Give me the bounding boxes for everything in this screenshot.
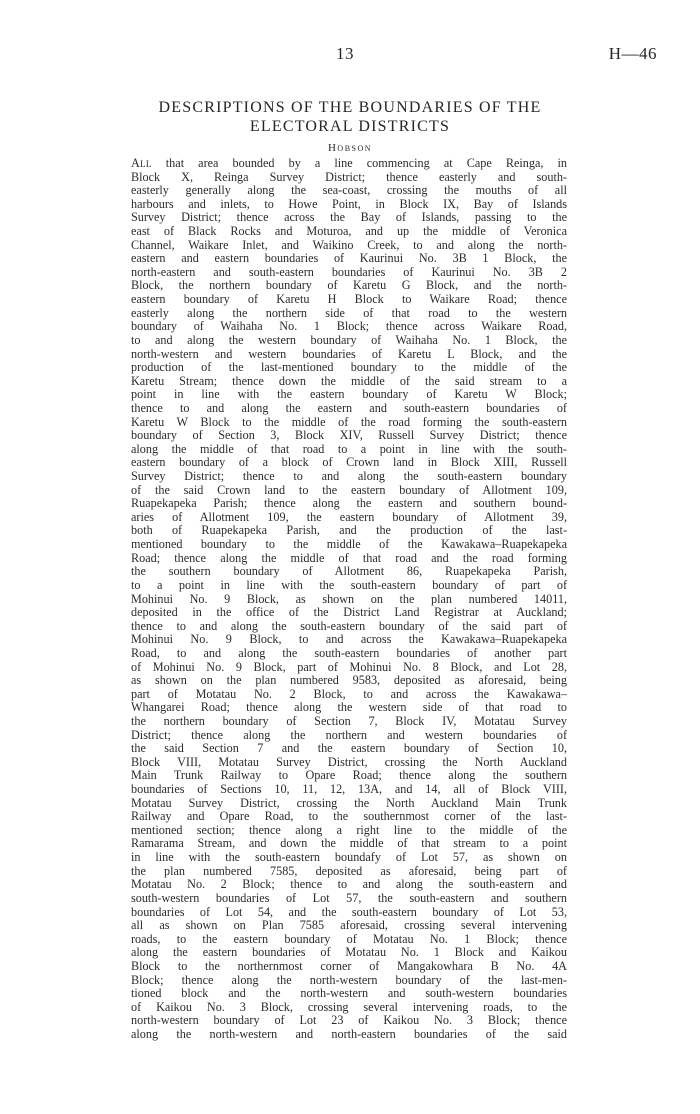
body-line-text: eastern and eastern boundaries of Kaurinui No. 3B 1 Block, the (131, 251, 567, 266)
body-line-text: along the north-western and north-eastern boundaries of the said (131, 1027, 567, 1041)
body-line (131, 307, 567, 321)
body-line-text: in line with the south-eastern boundafy of Lot 57, as shown on (131, 850, 567, 865)
body-line (131, 960, 567, 974)
body-line-text: boundaries of Lot 54, and the south-eastern boundary of Lot 53, (131, 904, 567, 919)
body-line-text: north-western boundary of Lot 23 of Kaikou No. 3 Block; thence (131, 1013, 567, 1028)
body-line-text: Survey District; thence to and along the south-eastern boundary (131, 469, 567, 484)
body-line (131, 865, 567, 879)
body-line-text: east of Black Rocks and Moturoa, and up the middle of Veronica (131, 224, 567, 239)
body-line-text: of Mohinui No. 9 Block, part of Mohinui No. 8 Block, and Lot 28, (131, 659, 567, 674)
body-line-text: Karetu W Block to the middle of the road forming the south-eastern (131, 414, 567, 429)
body-line-text: Karetu Stream; thence down the middle of the said stream to a (131, 373, 567, 388)
body-line-text: easterly along the northern side of that road to the western (131, 305, 567, 320)
body-line-text: Motatau Survey District, crossing the North Auckland Main Trunk (131, 795, 567, 810)
body-line (131, 361, 567, 375)
body-line-text: all as shown on Plan 7585 aforesaid, crossing several intervening (131, 918, 567, 933)
body-line (131, 1001, 567, 1015)
document-reference: H—46 (608, 44, 657, 63)
body-line-text: the plan numbered 7585, deposited as aforesaid, being part of (131, 863, 567, 878)
body-line (131, 688, 567, 702)
body-line-text: Ramarama Stream, and down the middle of that stream to a point (131, 836, 567, 851)
body-line (131, 837, 567, 851)
body-line-text: eastern boundary of a block of Crown land in Block XIII, Russell (131, 455, 567, 470)
body-line-text: Road, to and along the south-eastern boundaries of another part (131, 645, 567, 660)
body-line-text: north-western and western boundaries of Karetu L Block, and the (131, 346, 567, 361)
lead-word: All (131, 156, 152, 170)
body-line (131, 715, 567, 729)
body-line (131, 919, 567, 933)
body-line (131, 320, 567, 334)
body-line (131, 334, 567, 348)
body-line (131, 946, 567, 960)
body-line (131, 824, 567, 838)
body-line-text: District; thence along the northern and western boundaries of (131, 727, 567, 742)
body-line (131, 851, 567, 865)
body-line-text: of Kaikou No. 3 Block, crossing several intervening roads, to the (131, 999, 567, 1014)
body-line-text: Road; thence along the middle of that road and the road forming (131, 550, 567, 565)
body-line-text: Motatau No. 2 Block; thence to and along the south-eastern and (131, 877, 567, 892)
body-line (131, 974, 567, 988)
body-line (131, 769, 567, 783)
body-line (131, 429, 567, 443)
body-line (131, 375, 567, 389)
body-line (131, 633, 567, 647)
body-line (131, 443, 567, 457)
body-line (131, 239, 567, 253)
body-line (131, 1028, 567, 1042)
body-line (131, 157, 567, 171)
body-line (131, 565, 567, 579)
body-line (131, 987, 567, 1001)
body-line (131, 797, 567, 811)
body-line-text: along the middle of that road to a point in line with the south- (131, 441, 567, 456)
body-line (131, 538, 567, 552)
title-line-2: ELECTORAL DISTRICTS (249, 118, 451, 135)
body-line (131, 606, 567, 620)
body-line-text: Mohinui No. 9 Block, as shown on the plan numbered 14011, (131, 591, 567, 606)
body-line-text: aries of Allotment 109, the eastern boundary of Allotment 39, (131, 509, 567, 524)
body-line-text: as shown on the plan numbered 9583, deposited as aforesaid, being (131, 673, 567, 688)
body-line (131, 647, 567, 661)
page-number: 13 (336, 44, 354, 63)
body-line-text: Block; thence along the north-western boundary of the last-men- (131, 972, 567, 987)
body-line-text: Block, the northern boundary of Karetu G Block, and the north- (131, 278, 567, 293)
title-line-1: DESCRIPTIONS OF THE BOUNDARIES OF THE (158, 99, 542, 116)
body-line (131, 184, 567, 198)
body-line (131, 388, 567, 402)
body-line-text: roads, to the eastern boundary of Motatau No. 1 Block; thence (131, 931, 567, 946)
body-line-text: Block VIII, Motatau Survey District, crossing the North Auckland (131, 754, 567, 769)
body-line (131, 933, 567, 947)
body-line-text: the northern boundary of Section 7, Block IV, Motatau Survey (131, 713, 567, 728)
body-line (131, 756, 567, 770)
body-line (131, 225, 567, 239)
body-line (131, 729, 567, 743)
body-line-text: thence to and along the south-eastern boundary of the said part of (131, 618, 567, 633)
body-line (131, 266, 567, 280)
body-line-text: to a point in line with the south-eastern boundary of part of (131, 577, 567, 592)
body-line-text: Main Trunk Railway to Opare Road; thence along the southern (131, 768, 567, 783)
body-line (131, 497, 567, 511)
body-line-text: the southern boundary of Allotment 86, Ruapekapeka Parish, (131, 564, 567, 579)
body-line-text: mentioned section; thence along a right line to the middle of the (131, 822, 567, 837)
body-line-text: south-western boundaries of Lot 57, the south-eastern and southern (131, 890, 567, 905)
district-name: Hobson (327, 142, 373, 154)
body-line (131, 593, 567, 607)
body-line (131, 279, 567, 293)
body-line (131, 661, 567, 675)
body-line (131, 701, 567, 715)
body-line-text: boundary of Waihaha No. 1 Block; thence across Waikare Road, (131, 319, 567, 334)
boundary-description (131, 157, 567, 1042)
body-line-text: both of Ruapekapeka Parish, and the production of the last- (131, 523, 567, 538)
body-line-text: Mohinui No. 9 Block, to and across the Kawakawa–Ruapekapeka (131, 632, 567, 647)
body-line-text: along the eastern boundaries of Motatau No. 1 Block and Kaikou (131, 945, 567, 960)
body-line-text: to and along the western boundary of Waihaha No. 1 Block, the (131, 332, 567, 347)
body-line (131, 524, 567, 538)
body-line-text: mentioned boundary to the middle of the Kawakawa–Ruapekapeka (131, 537, 567, 552)
body-line-text: eastern boundary of Karetu H Block to Waikare Road; thence (131, 292, 567, 307)
body-line (131, 810, 567, 824)
body-line-text: north-eastern and south-eastern boundaries of Kaurinui No. 3B 2 (131, 264, 567, 279)
body-line-text: production of the last-mentioned boundary to the middle of the (131, 360, 567, 375)
body-line (131, 348, 567, 362)
body-line (131, 892, 567, 906)
body-line (131, 783, 567, 797)
body-line (131, 1014, 567, 1028)
body-line-text: Whangarei Road; thence along the western side of that road to (131, 700, 567, 715)
body-line-text: point in line with the eastern boundary of Karetu W Block; (131, 387, 567, 402)
body-line-text: easterly generally along the sea-coast, crossing the mouths of all (131, 183, 567, 198)
body-line-text: harbours and inlets, to Howe Point, in Block IX, Bay of Islands (131, 196, 567, 211)
body-line-text: Railway and Opare Road, to the southernmost corner of the last- (131, 809, 567, 824)
body-line (131, 416, 567, 430)
body-line-text: of the said Crown land to the eastern boundary of Allotment 109, (131, 482, 567, 497)
body-line (131, 171, 567, 185)
body-line (131, 552, 567, 566)
body-line (131, 402, 567, 416)
body-line-text: Ruapekapeka Parish; thence along the eastern and southern bound- (131, 496, 567, 511)
body-line (131, 211, 567, 225)
body-line-text: the said Section 7 and the eastern boundary of Section 10, (131, 741, 567, 756)
body-line-text: part of Motatau No. 2 Block, to and across the Kawakawa– (131, 686, 567, 701)
body-line (131, 511, 567, 525)
body-line-text: tioned block and the north-western and south-western boundaries (131, 986, 567, 1001)
body-line (131, 742, 567, 756)
body-line (131, 579, 567, 593)
body-line (131, 620, 567, 634)
body-line (131, 484, 567, 498)
body-line (131, 674, 567, 688)
body-line (131, 906, 567, 920)
body-line (131, 470, 567, 484)
body-line-text: boundaries of Sections 10, 11, 12, 13A, and 14, all of Block VIII, (131, 782, 567, 797)
body-line-text: boundary of Section 3, Block XIV, Russell Survey District; thence (131, 428, 567, 443)
body-line (131, 293, 567, 307)
body-line-text: thence to and along the eastern and south-eastern boundaries of (131, 400, 567, 415)
body-line (131, 878, 567, 892)
body-line-text: Block X, Reinga Survey District; thence easterly and south- (131, 169, 567, 184)
body-line-text: deposited in the office of the District Land Registrar at Auckland; (131, 605, 567, 620)
body-line-text: that area bounded by a line commencing at Cape Reinga, in (151, 156, 567, 170)
body-line (131, 252, 567, 266)
body-line (131, 456, 567, 470)
body-line-text: Block to the northernmost corner of Mangakowhara B No. 4A (131, 958, 567, 973)
body-line-text: Survey District; thence across the Bay of Islands, passing to the (131, 210, 567, 225)
page-title (100, 98, 600, 136)
body-line-text: Channel, Waikare Inlet, and Waikino Creek, to and along the north- (131, 237, 567, 252)
body-line (131, 198, 567, 212)
